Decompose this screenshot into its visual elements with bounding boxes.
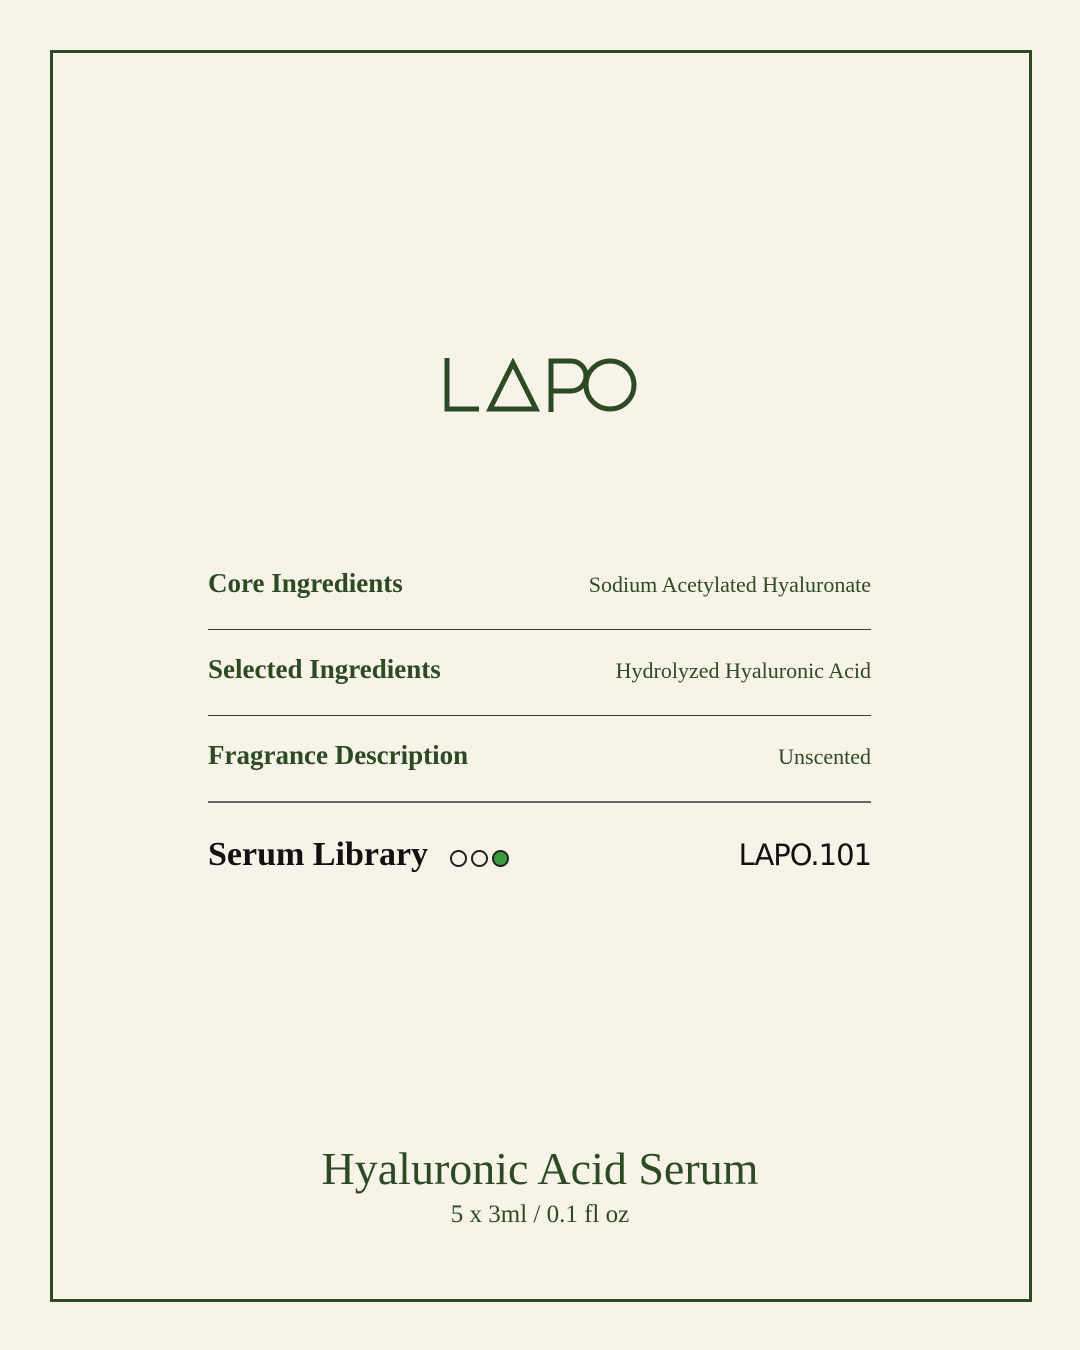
detail-value: Sodium Acetylated Hyaluronate (588, 572, 871, 597)
product-name: Hyaluronic Acid Serum (321, 1143, 759, 1194)
brand-logo (443, 358, 637, 412)
product-size: 5 x 3ml / 0.1 fl oz (450, 1201, 630, 1228)
library-indicator (450, 850, 509, 867)
detail-row-selected (208, 654, 871, 685)
library-title: Serum Library (208, 836, 429, 873)
detail-label: Selected Ingredients (208, 654, 441, 684)
divider (208, 715, 871, 716)
detail-value: Hydrolyzed Hyaluronic Acid (615, 658, 871, 683)
indicator-dot-empty-icon (471, 850, 488, 867)
detail-label: Core Ingredients (208, 568, 403, 598)
detail-value: Unscented (778, 744, 871, 769)
indicator-dot-empty-icon (450, 850, 467, 867)
divider (208, 801, 871, 803)
library-code: LAPO.101 (738, 838, 871, 872)
serum-library (208, 836, 871, 874)
divider (208, 629, 871, 630)
detail-row-fragrance (208, 740, 871, 771)
indicator-dot-filled-icon (492, 850, 509, 867)
detail-label: Fragrance Description (208, 740, 469, 770)
detail-row-core (208, 568, 871, 599)
